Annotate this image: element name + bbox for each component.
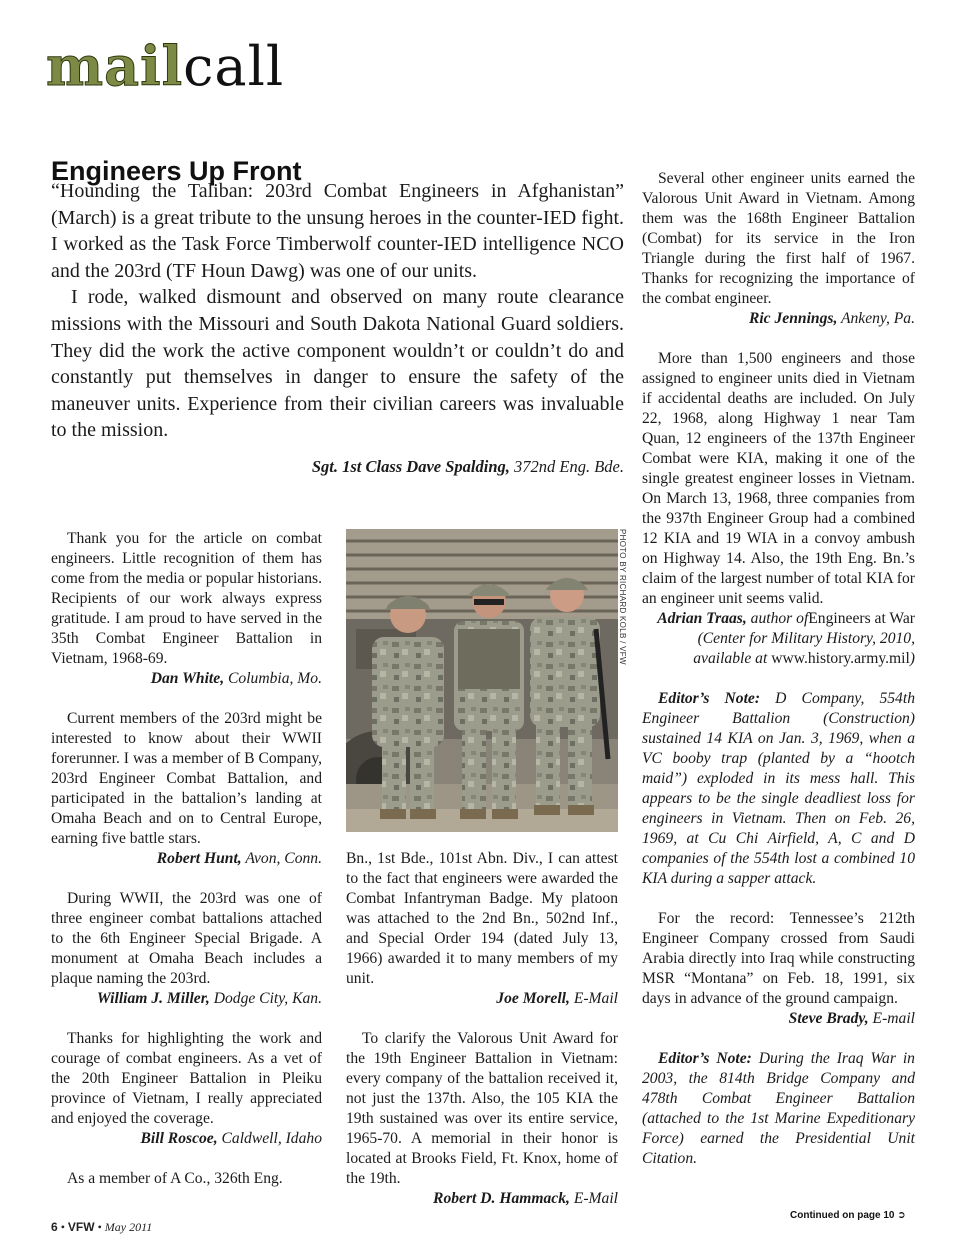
- letter-traas-aff3: ): [909, 650, 915, 667]
- letter-morell-name: Joe Morell,: [496, 990, 570, 1007]
- letter-traas-signature: [642, 609, 915, 669]
- letter-white-aff: Columbia, Mo.: [224, 670, 322, 687]
- page-number: 6: [51, 1220, 58, 1234]
- headline: Engineers Up Front: [51, 156, 302, 186]
- lead-signature: [51, 454, 624, 481]
- editor-note-2-label: Editor’s Note:: [658, 1050, 752, 1067]
- lead-sig-aff: 372nd Eng. Bde.: [509, 456, 624, 476]
- lead-paragraph-1: “Hounding the Taliban: 203rd Combat Engineers in Afghanistan” (March) is a great tribute to the unsung heroes in the counter-IED fight. I worked as the Task Force Timberwolf counter-IED intelligence NCO and the 203rd (TF Houn Dawg) was one of our units.: [51, 180, 624, 282]
- letter-traas-url: www.history.army.mil: [771, 650, 910, 667]
- footer-sep-2: •: [94, 1220, 105, 1234]
- letter-roscoe-text: Thanks for highlighting the work and courage of combat engineers. As a vet of the 20th Engineer Battalion in Pleiku province of Vietnam, I really appreciated and enjoyed the coverage.: [51, 1030, 322, 1127]
- letter-jennings-name: Ric Jennings,: [748, 310, 838, 327]
- letter-hunt-aff: Avon, Conn.: [241, 850, 322, 867]
- letter-white-signature: [51, 669, 322, 689]
- letter-miller-signature: [51, 989, 322, 1009]
- letter-traas-aff1: author of: [746, 610, 809, 627]
- column-2: [346, 849, 618, 1209]
- letter-brady-signature: [642, 1009, 915, 1029]
- letter-morell-signature: [346, 989, 618, 1009]
- letter-morell-text-start: As a member of A Co., 326th Eng.: [67, 1170, 283, 1187]
- letter-brady-text: For the record: Tennessee’s 212th Engineer Company crossed from Saudi Arabia directly into Iraq while constructing MSR “Montana” on Feb. 18, 1991, six days in advance of the ground campaign.: [642, 910, 915, 1007]
- letter-traas-book: Engineers at War: [808, 610, 915, 627]
- letter-white-name: Dan White,: [150, 670, 225, 687]
- letter-morell-aff: E-Mail: [569, 990, 618, 1007]
- editor-note-2-text: During the Iraq War in 2003, the 814th Bridge Company and 478th Combat Engineer Battalion (attached to the 1st Marine Expeditionary Force) earned the Presidential Unit Citation.: [642, 1050, 915, 1167]
- letter-roscoe-signature: [51, 1129, 322, 1149]
- lead-letter: [51, 178, 624, 481]
- editor-note-2: [642, 1049, 915, 1169]
- letter-hammack-aff: E-Mail: [569, 1190, 618, 1207]
- letter-traas-name: Adrian Traas,: [657, 610, 747, 627]
- letter-traas-aff2: (Center for Military History, 2010, available at: [693, 630, 915, 667]
- letter-roscoe-name: Bill Roscoe,: [140, 1130, 218, 1147]
- letter-hunt-text: Current members of the 203rd might be interested to know about their WWII forerunner. I was a member of B Company, 203rd Engineer Combat Battalion, and participated in the battalion’s landing at Omaha Beach and on to Central Europe, earning five battle stars.: [51, 710, 322, 847]
- magazine-name: VFW: [67, 1220, 95, 1234]
- page-footer: [51, 1220, 152, 1235]
- masthead-mail: mail: [46, 34, 184, 98]
- letter-jennings-aff: Ankeny, Pa.: [837, 310, 915, 327]
- photo-credit: PHOTO BY RICHARD KOLB / VFW: [618, 529, 627, 665]
- letter-miller-name: William J. Miller,: [96, 990, 210, 1007]
- soldiers-photo-illustration: [346, 529, 618, 832]
- masthead: [46, 36, 284, 96]
- lead-sig-name: Sgt. 1st Class Dave Spalding,: [311, 456, 510, 476]
- letter-miller-aff: Dodge City, Kan.: [209, 990, 322, 1007]
- letter-hunt-name: Robert Hunt,: [156, 850, 242, 867]
- masthead-call: call: [183, 35, 285, 98]
- letter-jennings-text: Several other engineer units earned the Valorous Unit Award in Vietnam. Among them was the 168th Engineer Battalion (Combat) for its service in the Iron Triangle during the first half of 1967. Thanks for recognizing the importance of the combat engineer.: [642, 170, 915, 307]
- letter-hammack-signature: [346, 1189, 618, 1209]
- soldiers-photo: [346, 529, 618, 832]
- editor-note-1-label: Editor’s Note:: [658, 690, 761, 707]
- footer-sep-1: •: [57, 1220, 68, 1234]
- column-1: [51, 529, 322, 1189]
- letter-morell-text-cont: Bn., 1st Bde., 101st Abn. Div., I can attest to the fact that engineers were awarded the Combat Infantryman Badge. My platoon was attached to the 2nd Bn., 502nd Inf., and Special Order 194 (dated July 13, 1966) awarded it to many members of my unit.: [346, 850, 618, 987]
- letter-brady-aff: E-mail: [868, 1010, 915, 1027]
- letter-brady-name: Steve Brady,: [788, 1010, 869, 1027]
- editor-note-1: [642, 689, 915, 889]
- editor-note-1-text: D Company, 554th Engineer Battalion (Construction) sustained 14 KIA on Jan. 3, 1969, when a VC booby trap (planted by a “hootch maid”) exploded in its mess hall. This appears to be the single deadliest loss for engineers in Vietnam. Then on Feb. 26, 1969, at Cu Chi Airfield, A, C and D companies of the 554th lost a combined 10 KIA during a sapper attack.: [642, 690, 915, 887]
- issue-date: May 2011: [104, 1220, 153, 1234]
- letter-roscoe-aff: Caldwell, Idaho: [217, 1130, 322, 1147]
- letter-white-text: Thank you for the article on combat engineers. Little recognition of them has come from the media or popular historians. Recipients of our work always express gratitude. I am proud to have served in the 35th Combat Engineer Battalion in Vietnam, 1968-69.: [51, 530, 322, 667]
- letter-hammack-name: Robert D. Hammack,: [433, 1190, 570, 1207]
- letter-jennings-signature: [642, 309, 915, 329]
- continued-on-page-link[interactable]: Continued on page 10 ➲: [790, 1210, 906, 1221]
- column-3: [642, 169, 915, 1169]
- lead-paragraph-2: I rode, walked dismount and observed on many route clearance missions with the Missouri and South Dakota National Guard soldiers. They did the work the active component wouldn’t or couldn’t do and constantly put themselves in danger to ensure the safety of the maneuver units. Experience from their civilian careers was invaluable to the mission.: [51, 286, 624, 442]
- letter-hammack-text: To clarify the Valorous Unit Award for the 19th Engineer Battalion in Vietnam: every company of the battalion received it, not just the 137th. Also, the 105 KIA the 19th sustained was over its entire service, 1965-70. A memorial in their honor is located at Brooks Field, Ft. Knox, home of the 19th.: [346, 1030, 618, 1187]
- letter-hunt-signature: [51, 849, 322, 869]
- letter-miller-text: During WWII, the 203rd was one of three engineer combat battalions attached to the 6th Engineer Special Brigade. A monument at Omaha Beach includes a plaque naming the 203rd.: [51, 890, 322, 987]
- letter-traas-text: More than 1,500 engineers and those assigned to engineer units died in Vietnam if accidental deaths are included. On July 22, 1968, along Highway 1 near Tam Quan, 12 engineers of the 137th Engineer Combat were KIA, making it one of the single greatest engineer losses in Vietnam. On March 13, 1968, three companies from the 937th Engineer Group had a combined 12 KIA and 19 WIA in a convoy ambush on Highway 14. Also, the 19th Eng. Bn.’s claim of the largest number of total KIA for an engineer unit seems valid.: [642, 350, 915, 607]
